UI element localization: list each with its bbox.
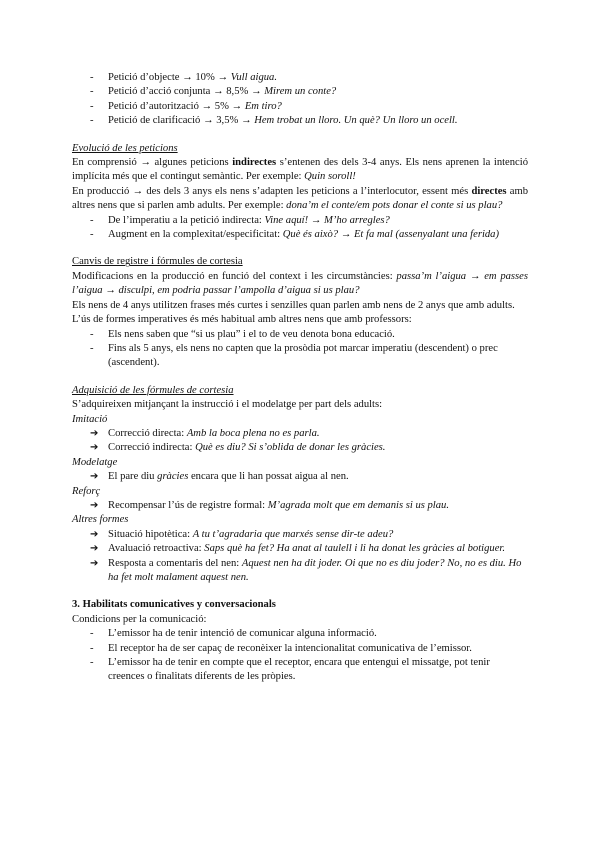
paragraph: Els nens de 4 anys utilitzen frases més curtes i senzilles quan parlen amb nens de 2 anys que amb adults. xyxy=(72,299,515,311)
list-item: ➔ Situació hipotètica: A tu t’agradaria que marxés sense dir-te adeu? xyxy=(72,528,528,542)
list-item: ➔ Correcció directa: Amb la boca plena no es parla. xyxy=(72,427,528,441)
list-item: ➔ El pare diu gràcies encara que li han possat aigua al nen. xyxy=(72,470,528,484)
list-item: ➔ Avaluació retroactiva: Saps què ha fet? Ha anat al taulell i li ha donat les gràcies al botiguer. xyxy=(72,542,528,556)
list-item: ➔ Resposta a comentaris del nen: Aquest nen ha dit joder. Oi que no es diu joder? No, no es diu. Ho ha fet molt malament aquest nen. xyxy=(72,557,528,586)
list-item: ➔ Correcció indirecta: Què es diu? Si s’oblida de donar les gràcies. xyxy=(72,441,528,455)
list-item: - L’emissor ha de tenir intenció de comunicar alguna informació. xyxy=(72,627,528,641)
subheading-altres: Altres formes xyxy=(72,514,129,526)
paragraph: Modificacions en la producció en funció del context i les circumstàncies: passa’m l’aigua → em passes l’aigua → disculpi, em podria passar l’ampolla d’aigua si us plau? xyxy=(72,270,528,297)
paragraph: En producció → des dels 3 anys els nens s’adapten les peticions a l’interlocutor, essent més directes amb altres nens que si parlen amb adults. Per exemple: dona’m el conte/em pots donar el conte si us plau? xyxy=(72,185,529,212)
paragraph: Condicions per la comunicació: xyxy=(72,613,207,625)
section-heading: 3. Habilitats comunicatives y conversacionals xyxy=(72,599,276,611)
list-item: - L’emissor ha de tenir en compte que el receptor, encara que entengui el missatge, pot tenir creences o finalitats diferents de les pròpies. xyxy=(72,656,528,685)
peticions-list xyxy=(72,71,528,129)
paragraph: En comprensió → algunes peticions indirectes s’entenen des dels 3-4 anys. Els nens aprenen la intenció implícita més que el contingut semàntic. Per exemple: Quin soroll! xyxy=(72,157,529,183)
list-item: - Fins als 5 anys, els nens no capten que la prosòdia pot marcar imperatiu (descendent) o prec (ascendent). xyxy=(72,342,528,371)
paragraph: L’ús de formes imperatives és més habitual amb altres nens que amb professors: xyxy=(72,314,412,326)
list-item: - De l’imperatiu a la petició indirecta: Vine aquí! → M’ho arregles? xyxy=(72,214,528,228)
document-page xyxy=(72,71,528,685)
list-item: - Petició d’objecte → 10% → Vull aigua. xyxy=(72,71,528,85)
section-heading: Evolució de les peticions xyxy=(72,142,178,154)
list-item: ➔ Recompensar l’ús de registre formal: M’agrada molt que em demanis si us plau. xyxy=(72,499,528,513)
paragraph: S’adquireixen mitjançant la instrucció i el modelatge per part dels adults: xyxy=(72,399,383,411)
altres-list xyxy=(72,528,528,586)
subheading-reforc: Reforç xyxy=(72,485,101,497)
list-item: - Augment en la complexitat/especificitat: Què és això? → Et fa mal (assenyalant una ferida) xyxy=(72,228,528,242)
list-item: - Petició de clarificació → 3,5% → Hem trobat un lloro. Un què? Un lloro un ocell. xyxy=(72,114,528,128)
modelatge-list xyxy=(72,470,528,484)
condicions-list xyxy=(72,627,528,685)
imitacio-list xyxy=(72,427,528,456)
section-heading: Adquisició de les fórmules de cortesia xyxy=(72,384,234,396)
list-item: - Els nens saben que “si us plau” i el to de veu denota bona educació. xyxy=(72,328,528,342)
list-item: - Petició d’acció conjunta → 8,5% → Mirem un conte? xyxy=(72,85,528,99)
section-heading: Canvis de registre i fórmules de cortesia xyxy=(72,256,243,268)
reforc-list xyxy=(72,499,528,513)
evolucio-list xyxy=(72,214,528,243)
list-item: - Petició d’autorització → 5% → Em tiro? xyxy=(72,100,528,114)
registre-list xyxy=(72,328,528,371)
subheading-modelatge: Modelatge xyxy=(72,456,118,468)
list-item: - El receptor ha de ser capaç de reconèixer la intencionalitat comunicativa de l’emissor. xyxy=(72,642,528,656)
subheading-imitacio: Imitació xyxy=(72,413,108,425)
